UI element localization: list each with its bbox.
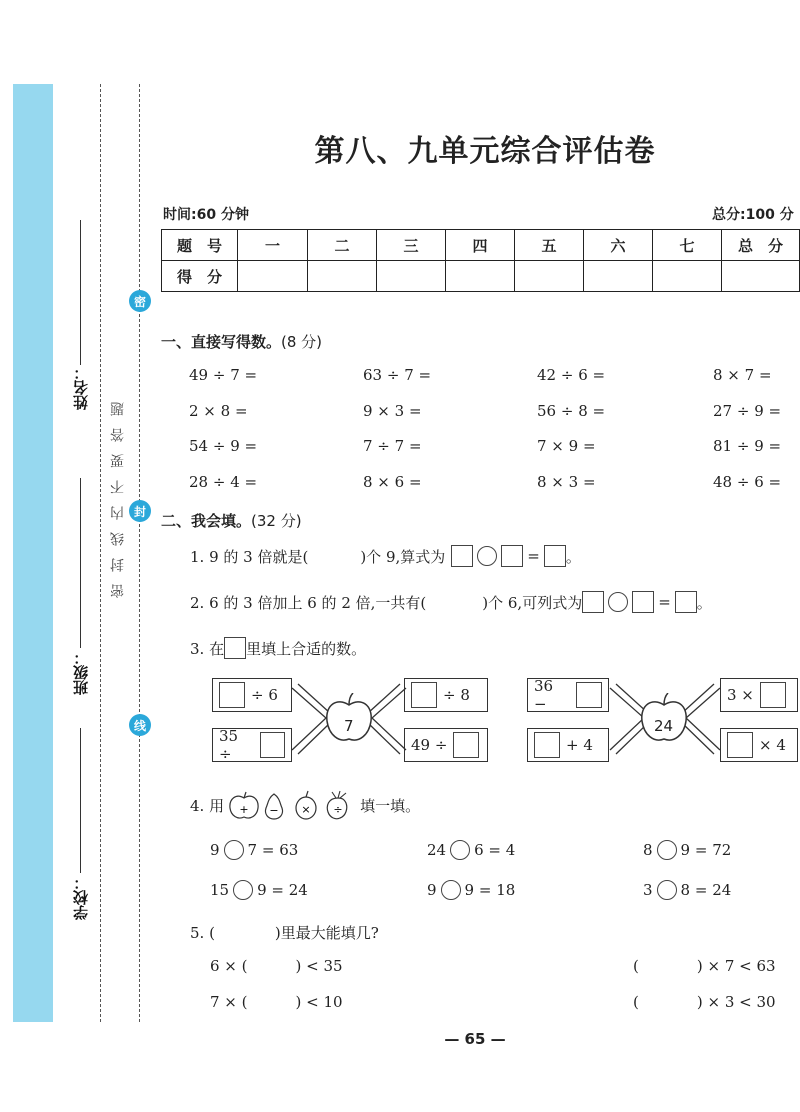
calc-item: 7 ÷ 7 = [363, 437, 422, 455]
seal-mark-bottom: 线 [129, 714, 151, 736]
operator-circle[interactable] [233, 880, 253, 900]
q5-item: ( ) × 7 < 63 [633, 957, 776, 975]
operator-circle[interactable] [477, 546, 497, 566]
score-cell-header: 题 号 [162, 230, 238, 261]
section1-title: 一、直接写得数。(8 分) [161, 333, 323, 351]
class-label: 班级： [72, 650, 90, 695]
calc-item: 28 ÷ 4 = [189, 473, 258, 491]
apple-center-number: 24 [654, 717, 674, 735]
score-cell-header: 三 [377, 230, 446, 261]
expr-box: 49 ÷ [404, 728, 488, 762]
score-cell-header: 七 [653, 230, 722, 261]
score-cell-header: 四 [446, 230, 515, 261]
q4-item: 24 6 = 4 [427, 841, 516, 859]
operator-circle[interactable] [608, 592, 628, 612]
cut-line-outer [100, 84, 101, 1022]
score-table-score-row [162, 261, 800, 292]
operator-circle[interactable] [657, 840, 677, 860]
answer-box[interactable] [453, 732, 479, 758]
expr-box: × 4 [720, 728, 798, 762]
name-label: 姓名： [72, 365, 90, 410]
score-cell-header: 五 [515, 230, 584, 261]
answer-box[interactable] [632, 591, 654, 613]
question-4: 4. 用 + − × ÷ 填一填。 [190, 790, 420, 820]
calc-item: 54 ÷ 9 = [189, 437, 258, 455]
answer-box[interactable] [727, 732, 753, 758]
score-table [161, 229, 800, 292]
time-limit: 时间:60 分钟 [163, 207, 249, 223]
svg-text:÷: ÷ [333, 803, 343, 816]
expr-box: 35 ÷ [212, 728, 292, 762]
q5-item: 7 × ( ) < 10 [210, 993, 343, 1011]
apple-center-number: 7 [344, 717, 354, 735]
answer-box[interactable] [451, 545, 473, 567]
answer-box[interactable] [411, 682, 437, 708]
question-1: 1. 9 的 3 倍就是( )个 9,算式为 = 。 [190, 547, 581, 566]
example-box [224, 637, 246, 659]
score-cell-header: 一 [238, 230, 308, 261]
question-2: 2. 6 的 3 倍加上 6 的 2 倍,一共有( )个 6,可列式为 = 。 [190, 593, 712, 612]
class-line [80, 478, 81, 648]
question-3: 3. 在 里填上合适的数。 [190, 637, 366, 659]
calc-item: 56 ÷ 8 = [537, 402, 606, 420]
school-line [80, 728, 81, 873]
calc-item: 48 ÷ 6 = [713, 473, 782, 491]
margin-strip [13, 84, 53, 1022]
q4-item: 9 7 = 63 [210, 841, 299, 859]
score-input-cell[interactable] [584, 261, 653, 292]
page-number: — 65 — [444, 1030, 506, 1048]
calc-item: 8 × 7 = [713, 366, 772, 384]
answer-box[interactable] [675, 591, 697, 613]
calc-item: 8 × 6 = [363, 473, 422, 491]
svg-text:+: + [239, 803, 249, 816]
expr-box: 3 × [720, 678, 798, 712]
calc-item: 2 × 8 = [189, 402, 248, 420]
answer-box[interactable] [582, 591, 604, 613]
q4-item: 3 8 = 24 [643, 881, 732, 899]
score-cell-header: 总 分 [722, 230, 800, 261]
expr-box: 36 − [527, 678, 609, 712]
page-title: 第八、九单元综合评估卷 [314, 134, 656, 169]
score-input-cell[interactable] [238, 261, 308, 292]
score-input-cell[interactable] [515, 261, 584, 292]
answer-box[interactable] [576, 682, 602, 708]
svg-text:−: − [269, 804, 279, 817]
svg-text:×: × [301, 803, 311, 816]
section2-title: 二、我会填。(32 分) [161, 512, 302, 530]
answer-box[interactable] [219, 682, 245, 708]
calc-item: 9 × 3 = [363, 402, 422, 420]
expr-box: ÷ 8 [404, 678, 488, 712]
calc-item: 7 × 9 = [537, 437, 596, 455]
cut-line-inner [139, 84, 140, 1022]
q4-item: 9 9 = 18 [427, 881, 516, 899]
seal-mark-middle: 封 [129, 500, 151, 522]
operator-circle[interactable] [450, 840, 470, 860]
q4-item: 8 9 = 72 [643, 841, 732, 859]
calc-item: 8 × 3 = [537, 473, 596, 491]
total-score: 总分:100 分 [712, 207, 794, 223]
name-line [80, 220, 81, 365]
expr-box: + 4 [527, 728, 609, 762]
q4-item: 15 9 = 24 [210, 881, 308, 899]
score-input-cell[interactable] [722, 261, 800, 292]
seal-mark-top: 密 [129, 290, 151, 312]
score-row-label: 得 分 [162, 261, 238, 292]
operator-circle[interactable] [224, 840, 244, 860]
score-cell-header: 六 [584, 230, 653, 261]
answer-box[interactable] [544, 545, 566, 567]
score-input-cell[interactable] [446, 261, 515, 292]
question-5: 5. ( )里最大能填几? [190, 924, 379, 942]
score-input-cell[interactable] [308, 261, 377, 292]
calc-item: 49 ÷ 7 = [189, 366, 258, 384]
score-input-cell[interactable] [377, 261, 446, 292]
calc-item: 63 ÷ 7 = [363, 366, 432, 384]
calc-item: 27 ÷ 9 = [713, 402, 782, 420]
answer-box[interactable] [534, 732, 560, 758]
score-cell-header: 二 [308, 230, 377, 261]
fruit-operator-icons [228, 790, 356, 820]
operator-circle[interactable] [657, 880, 677, 900]
answer-box[interactable] [760, 682, 786, 708]
school-label: 学校： [72, 875, 90, 920]
calc-item: 81 ÷ 9 = [713, 437, 782, 455]
score-table-header-row [162, 230, 800, 261]
seal-notice: 密封线内不要答题 [110, 390, 126, 598]
score-input-cell[interactable] [653, 261, 722, 292]
expr-box: ÷ 6 [212, 678, 292, 712]
q5-item: 6 × ( ) < 35 [210, 957, 343, 975]
operator-circle[interactable] [441, 880, 461, 900]
q5-item: ( ) × 3 < 30 [633, 993, 776, 1011]
answer-box[interactable] [501, 545, 523, 567]
calc-item: 42 ÷ 6 = [537, 366, 606, 384]
answer-box[interactable] [260, 732, 285, 758]
